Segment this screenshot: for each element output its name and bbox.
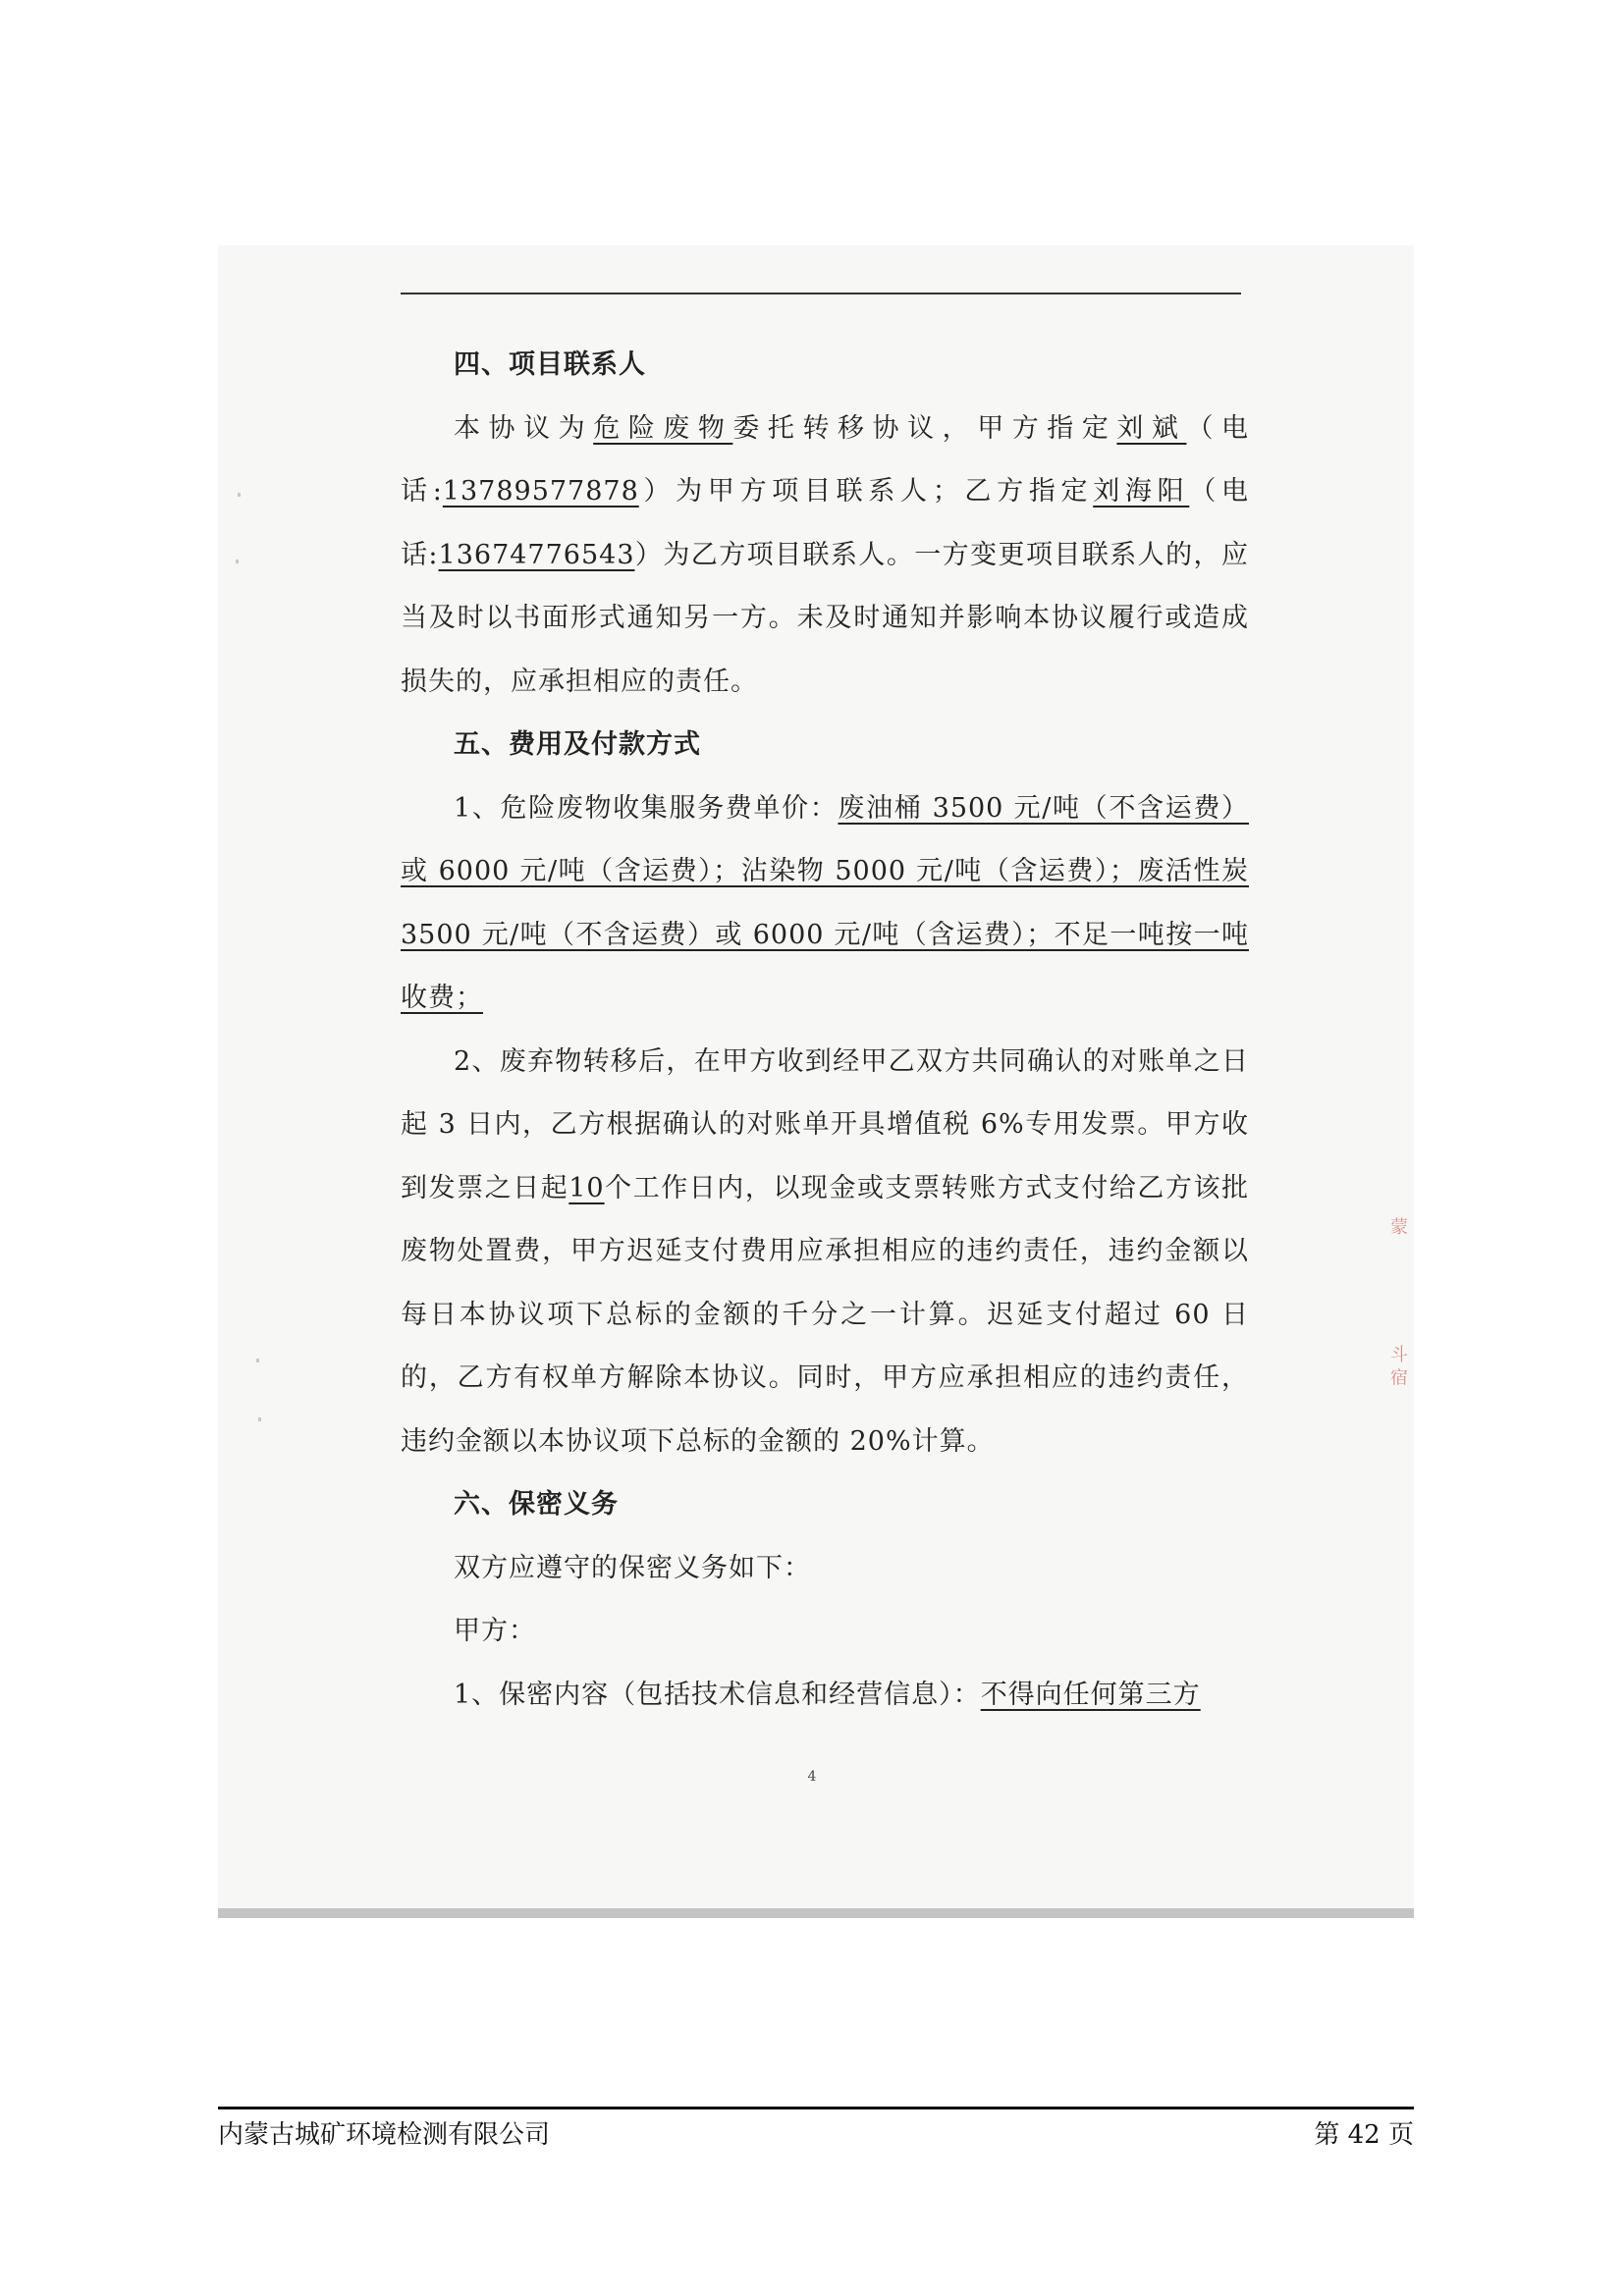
text-run: 1、保密内容（包括技术信息和经营信息）：	[454, 1679, 981, 1710]
footer-rule	[218, 2107, 1414, 2109]
waste-type: 危险废物	[593, 412, 733, 444]
scan-speck	[238, 493, 241, 497]
red-stamp-fragment: 蒙	[1387, 1217, 1408, 1235]
section-5-heading: 五、费用及付款方式	[454, 729, 701, 760]
party-a-phone: 13789577878	[442, 476, 639, 507]
document-body	[401, 334, 1249, 1727]
text-run: 2、废弃物转移后，在甲方收到经甲乙双方共同确认的对账单之日起 3 日内，乙方根据确认的对账单开具增值税 6%专用发票。甲方收到发票之日起	[401, 1045, 1249, 1203]
scan-speck	[236, 560, 239, 563]
footer-company: 内蒙古城矿环境检测有限公司	[218, 2120, 551, 2150]
scan-page-number: 4	[807, 1769, 817, 1785]
confidentiality-content: 不得向任何第三方	[980, 1679, 1201, 1710]
party-a-label: 甲方：	[454, 1616, 536, 1646]
confidentiality-intro: 双方应遵守的保密义务如下：	[454, 1552, 811, 1583]
confidentiality-item-1	[401, 1664, 1249, 1728]
text-run: （电话:	[401, 412, 1250, 507]
text-run: 1、危险废物收集服务费单价：	[454, 792, 839, 824]
payment-days: 10	[568, 1172, 605, 1203]
scan-speck	[258, 1417, 261, 1421]
party-a-contact: 刘斌	[1116, 412, 1187, 444]
text-run: ）为乙方项目联系人。一方变更项目联系人的，应当及时以书面形式通知另一方。未及时通知并影响本协议履行或造成损失的，应承担相应的责任。	[401, 539, 1249, 697]
text-run: 委托转移协议，甲方指定	[732, 412, 1117, 444]
text-run: 本协议为	[454, 412, 594, 444]
text-run: 个工作日内，以现金或支票转账方式支付给乙方该批废物处置费，甲方迟延支付费用应承担相应的违约责任，违约金额以每日本协议项下总标的金额的千分之一计算。迟延支付超过 60 日的，乙方有权单方解除本协议。同时，甲方应承担相应的违约责任，违约金额以本协议项下总标的金额的 20%计算。	[401, 1172, 1250, 1457]
payment-paragraph	[401, 1031, 1249, 1474]
fee-paragraph	[401, 777, 1249, 1031]
header-rule	[401, 293, 1241, 294]
section-4-heading: 四、项目联系人	[454, 349, 646, 380]
text-run: ）为甲方项目联系人；乙方指定	[638, 476, 1094, 507]
section-4-paragraph	[401, 398, 1249, 715]
fee-schedule: 废油桶 3500 元/吨（不含运费）或 6000 元/吨（含运费）；沾染物 5000 元/吨（含运费）；废活性炭 3500 元/吨（不含运费）或 6000 元/吨（含运费）；不足一吨按一吨收费；	[401, 792, 1249, 1013]
party-b-phone: 13674776543	[438, 539, 635, 570]
party-b-contact: 刘海阳	[1093, 476, 1190, 507]
scan-speck	[256, 1359, 259, 1362]
scan-edge-band	[218, 1908, 1414, 1918]
red-stamp-fragment-lower: 斗 宿	[1387, 1345, 1408, 1386]
footer-page-number: 第 42 页	[1314, 2120, 1414, 2150]
section-6-heading: 六、保密义务	[454, 1489, 619, 1520]
text-run: （电话:	[401, 476, 1250, 570]
